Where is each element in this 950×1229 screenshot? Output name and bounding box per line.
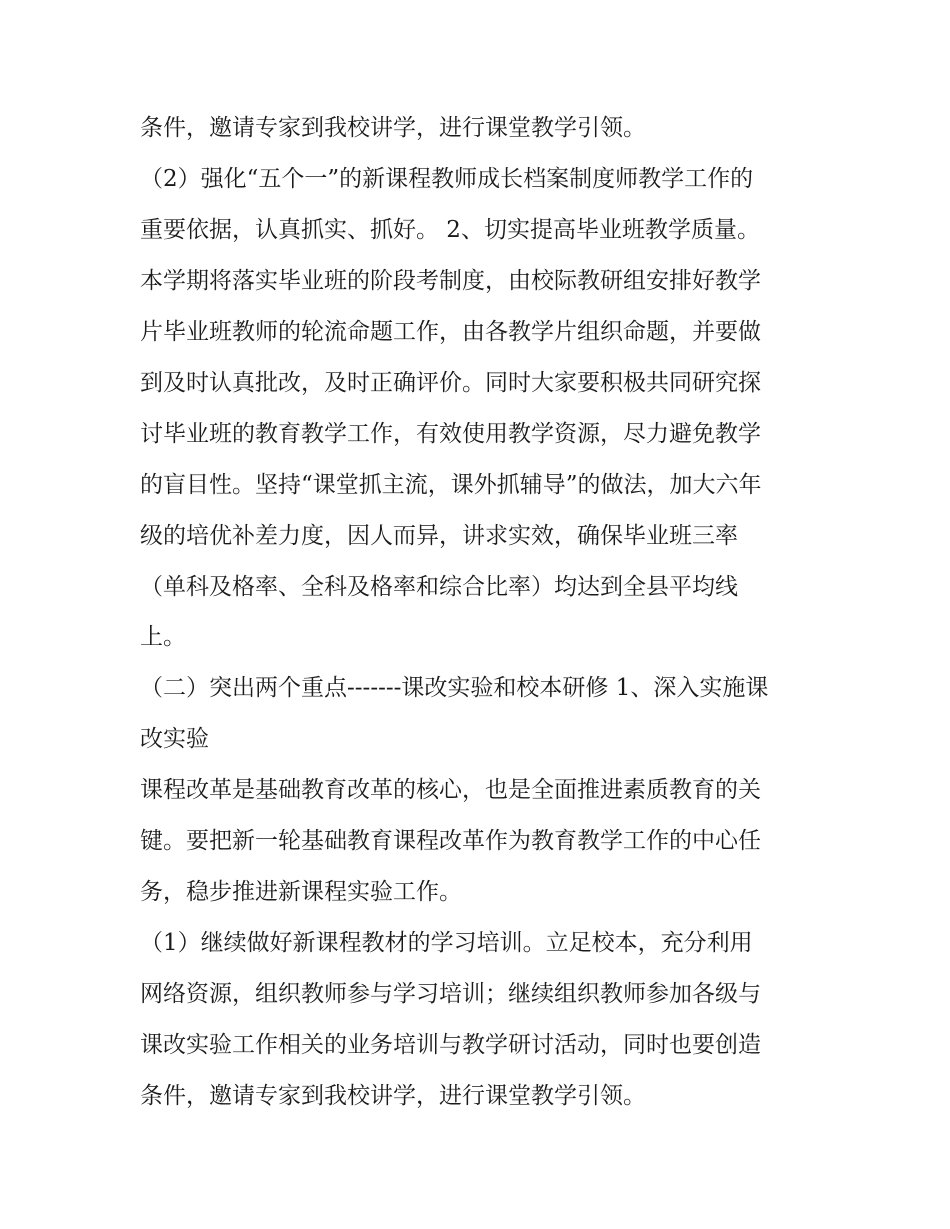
text-line: 条件，邀请专家到我校讲学，进行课堂教学引领。 xyxy=(140,115,646,141)
text-line: 务，稳步推进新课程实验工作。 xyxy=(140,879,462,905)
text-line: 课改实验工作相关的业务培训与教学研讨活动，同时也要创造 xyxy=(140,1032,761,1058)
text-line: （二）突出两个重点-------课改实验和校本研修 1、深入实施课 xyxy=(140,675,769,701)
text-line: 本学期将落实毕业班的阶段考制度，由校际教研组安排好教学 xyxy=(140,268,761,294)
text-line: 改实验 xyxy=(140,726,209,752)
text-line: 到及时认真批改，及时正确评价。同时大家要积极共同研究探 xyxy=(140,370,761,396)
text-line: 级的培优补差力度，因人而异，讲求实效，确保毕业班三率 xyxy=(140,523,738,549)
text-line: 条件，邀请专家到我校讲学，进行课堂教学引领。 xyxy=(140,1083,646,1109)
text-line: 重要依据，认真抓实、抓好。 2、切实提高毕业班教学质量。 xyxy=(140,217,760,243)
text-line: （2）强化“五个一”的新课程教师成长档案制度师教学工作的 xyxy=(140,166,754,192)
text-line: 网络资源，组织教师参与学习培训；继续组织教师参加各级与 xyxy=(140,981,761,1007)
text-line: 的盲目性。坚持“课堂抓主流，课外抓辅导”的做法，加大六年 xyxy=(140,472,762,498)
text-line: （1）继续做好新课程教材的学习培训。立足校本，充分利用 xyxy=(140,930,753,956)
text-line: （单科及格率、全科及格率和综合比率）均达到全县平均线 xyxy=(140,574,738,600)
text-line: 上。 xyxy=(140,624,186,650)
text-line: 课程改革是基础教育改革的核心，也是全面推进素质教育的关 xyxy=(140,777,761,803)
text-line: 讨毕业班的教育教学工作，有效使用教学资源，尽力避免教学 xyxy=(140,421,761,447)
text-line: 片毕业班教师的轮流命题工作，由各教学片组织命题，并要做 xyxy=(140,319,761,345)
text-line: 键。要把新一轮基础教育课程改革作为教育教学工作的中心任 xyxy=(140,828,761,854)
